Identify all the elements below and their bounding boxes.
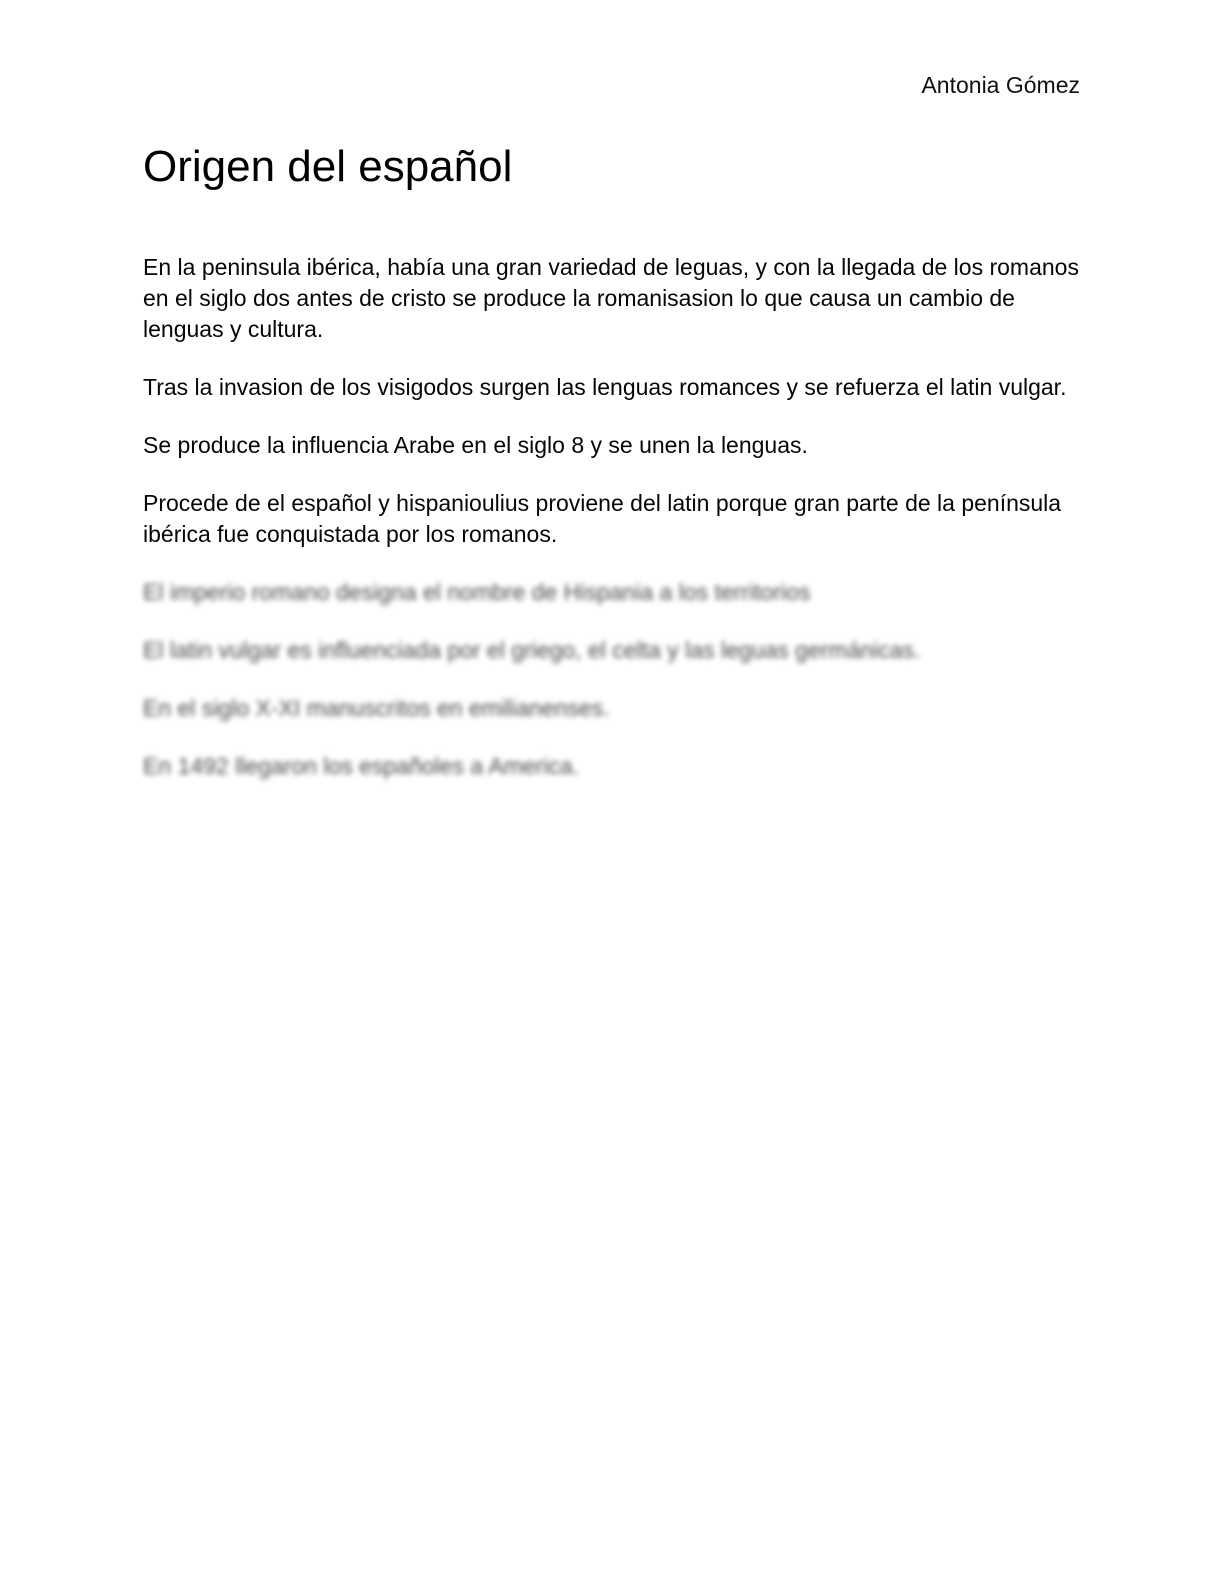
page-content — [0, 0, 1224, 782]
author-name: Antonia Gómez — [921, 72, 1080, 98]
paragraph-visigoths: Tras la invasion de los visigodos surgen las lenguas romances y se refuerza el latin vulgar. — [143, 374, 1067, 400]
blurred-paragraph-manuscripts: En el siglo X-XI manuscritos en emilianenses. — [143, 695, 610, 721]
paragraph-latin-origin: Procede de el español y hispanioulius proviene del latin porque gran parte de la península ibérica fue conquistada por los romanos. — [143, 490, 1062, 547]
blurred-paragraph-hispania: El imperio romano designa el nombre de Hispania a los territorios — [143, 579, 811, 605]
page-title: Origen del español — [143, 142, 513, 191]
blurred-paragraph-1492: En 1492 llegaron los españoles a America. — [143, 753, 580, 779]
paragraph-intro-romanization: En la peninsula ibérica, había una gran variedad de leguas, y con la llegada de los romanos en el siglo dos antes de cristo se produce la romanisasion lo que causa un cambio de lenguas y cultura. — [143, 254, 1079, 342]
paragraph-arab-influence: Se produce la influencia Arabe en el siglo 8 y se unen la lenguas. — [143, 432, 808, 458]
blurred-paragraph-vulgar-latin: El latin vulgar es influenciada por el griego, el celta y las leguas germánicas. — [143, 637, 921, 663]
document-body — [143, 252, 1080, 782]
